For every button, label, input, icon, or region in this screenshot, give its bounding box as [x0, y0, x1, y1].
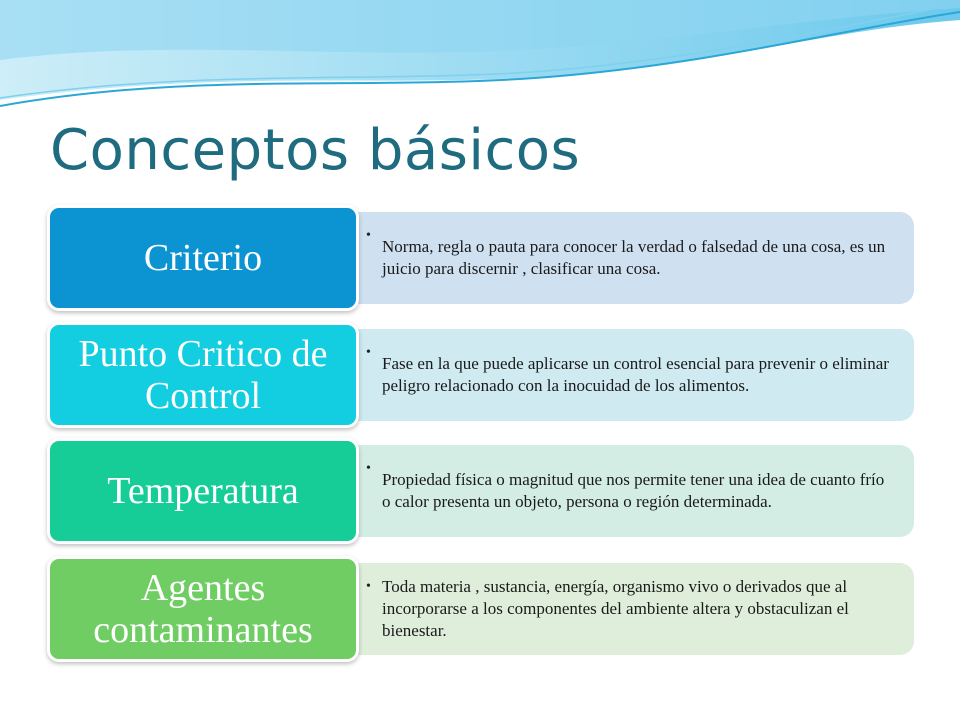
- bullet-icon: •: [366, 579, 371, 594]
- concept-row-temperatura: [0, 438, 960, 548]
- concept-description-box: [330, 212, 914, 304]
- concept-description-box: [330, 445, 914, 537]
- concept-row-punto-critico: [0, 322, 960, 432]
- concept-term: Agentes contaminantes: [93, 567, 313, 651]
- concept-description-box: [330, 563, 914, 655]
- bullet-icon: •: [366, 345, 371, 360]
- concept-definition: Toda materia , sustancia, energía, organismo vivo o derivados que al incorporarse a los componentes del ambiente altera y obstaculizan el bienestar.: [382, 577, 849, 640]
- concept-term-box: [47, 438, 359, 544]
- concept-description-box: [330, 329, 914, 421]
- bullet-icon: •: [366, 461, 371, 476]
- concept-definition: Norma, regla o pauta para conocer la verdad o falsedad de una cosa, es un juicio para discernir , clasificar una cosa.: [382, 237, 886, 278]
- concept-term-box: [47, 556, 359, 662]
- concept-term-box: [47, 322, 359, 428]
- bullet-icon: •: [366, 228, 371, 243]
- header-wave-decoration: [0, 0, 960, 120]
- slide-title: Conceptos básicos: [50, 118, 581, 183]
- concept-term: Temperatura: [107, 470, 299, 512]
- concept-row-criterio: [0, 205, 960, 315]
- concept-definition: Propiedad física o magnitud que nos permite tener una idea de cuanto frío o calor presenta un objeto, persona o región determinada.: [382, 470, 885, 511]
- concept-term: Criterio: [143, 237, 263, 279]
- concept-term: Punto Critico de Control: [78, 333, 328, 417]
- concept-term-box: [47, 205, 359, 311]
- concept-definition: Fase en la que puede aplicarse un control esencial para prevenir o eliminar peligro relacionado con la inocuidad de los alimentos.: [382, 354, 889, 395]
- concept-row-agentes: [0, 556, 960, 666]
